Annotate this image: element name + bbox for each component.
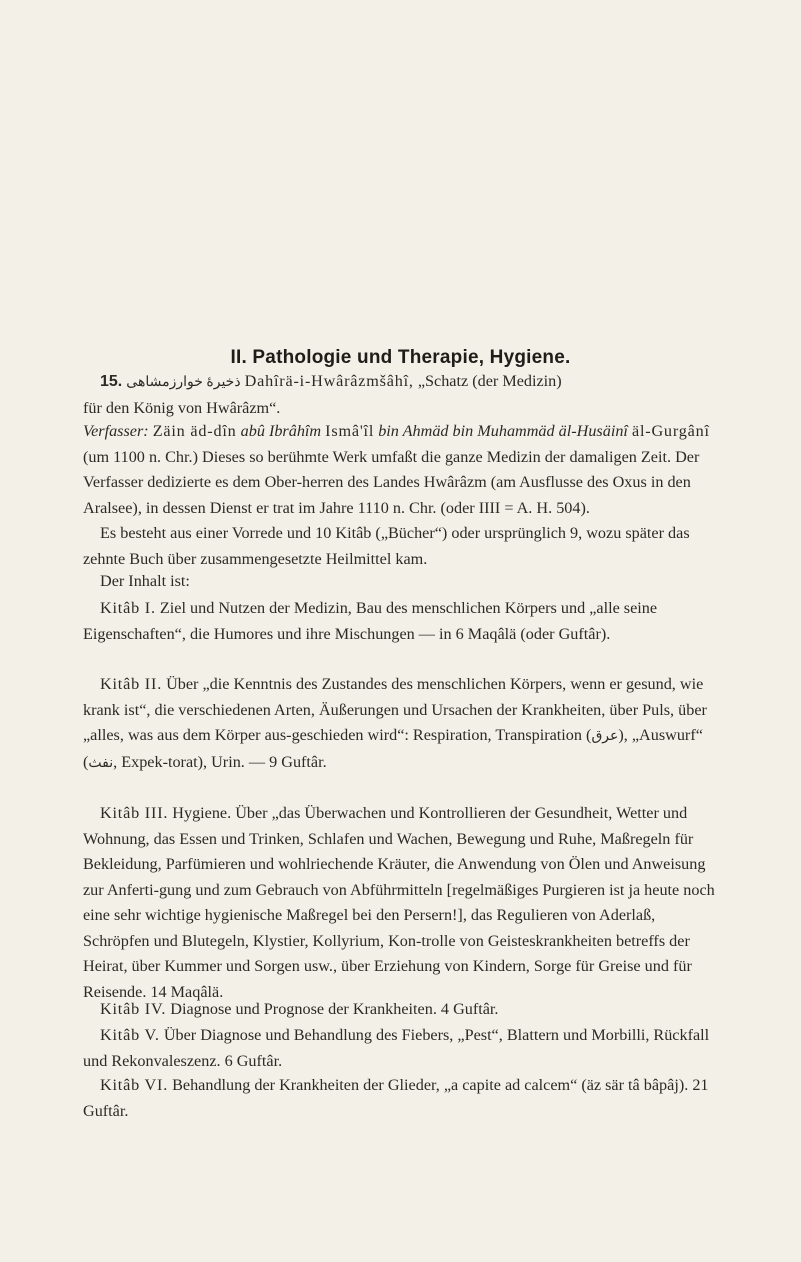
author-paragraph bbox=[83, 419, 723, 521]
author-nisba: äl-Husäinî bbox=[558, 422, 628, 440]
entry-translation-line-1: „Schatz (der Medizin) bbox=[417, 372, 562, 390]
book-text-end: , Expek-torat), Urin. — 9 Guftâr. bbox=[113, 752, 327, 771]
author-nisba-2: äl-Gurgânî bbox=[631, 422, 710, 440]
book-label: Kitâb I. bbox=[100, 599, 156, 617]
author-kunya: abû Ibrâhîm bbox=[240, 422, 322, 440]
entry-arabic-title: ذخيرۀ خوارزمشاهى bbox=[126, 375, 241, 390]
entry-number: 15. bbox=[100, 373, 123, 390]
book-text: Ziel und Nutzen der Medizin, Bau des menschlichen Körpers und „alle seine Eigenschaften“, die Humores und ihre Mischungen — in 6 Maqâlä (oder Guftâr). bbox=[83, 599, 658, 643]
contents-label bbox=[83, 569, 723, 595]
book-entry-2 bbox=[83, 672, 723, 776]
book-text: Behandlung der Krankheiten der Glieder, „a capite ad calcem“ (äz sär tâ bâpâj). 21 Guftâr. bbox=[83, 1076, 709, 1120]
arabic-term: نفث bbox=[88, 755, 114, 771]
author-nasab: bin Ahmäd bin Muhammäd bbox=[378, 422, 555, 440]
book-label: Kitâb V. bbox=[100, 1026, 160, 1044]
book-entry-5 bbox=[83, 1023, 723, 1074]
entry-translation-line-2: für den König von Hwârâzm“. bbox=[83, 398, 281, 417]
book-entry-4 bbox=[83, 997, 723, 1023]
entry-header bbox=[83, 369, 723, 421]
author-description: (um 1100 n. Chr.) Dieses so berühmte Werk umfaßt die ganze Medizin der damaligen Zeit. Der Verfasser dedizierte es dem Ober-herren des Landes Hwârâzm (am Ausflusse des Oxus in den Aralsee), in dessen Dienst er trat im Jahre 1110 n. Chr. (oder IIII = A. H. 504). bbox=[83, 447, 700, 517]
book-label: Kitâb III. bbox=[100, 804, 169, 822]
book-label: Kitâb IV. bbox=[100, 1000, 167, 1018]
book-entry-1 bbox=[83, 596, 723, 647]
book-label: Kitâb VI. bbox=[100, 1076, 169, 1094]
book-entry-6 bbox=[83, 1073, 723, 1124]
section-heading: II. Pathologie und Therapie, Hygiene. bbox=[230, 346, 571, 368]
author-name-2: Ismâ'îl bbox=[325, 422, 375, 440]
entry-transliteration: Dahîrä-i-Hwârâzmšâhî, bbox=[244, 372, 414, 390]
structure-paragraph bbox=[83, 521, 723, 572]
book-text-continued: ), „Auswurf“ ( bbox=[83, 726, 703, 771]
book-text: Diagnose und Prognose der Krankheiten. 4 Guftâr. bbox=[170, 1000, 499, 1018]
structure-text: Es besteht aus einer Vorrede und 10 Kitâb („Bücher“) oder ursprünglich 9, wozu später das zehnte Buch über zusammengesetzte Heilmittel kam. bbox=[83, 524, 690, 568]
book-text: Hygiene. Über „das Überwachen und Kontrollieren der Gesundheit, Wetter und Wohnung, das Essen und Trinken, Schlafen und Wachen, Bewegung und Ruhe, Maßregeln für Bekleidung, Parfümieren und wohlriechende Kräuter, die Anwendung von Ölen und Anweisung zur Anferti-gung und zum Gebrauch von Abführmitteln [regelmäßiges Purgieren ist ja heute noch eine sehr wichtige hygienische Maßregel bei den Persern!], das Regulieren von Aderlaß, Schröpfen und Blutegeln, Klystier, Kollyrium, Kon-trolle von Geisteskrankheiten betreffs der Heirat, über Kummer und Sorgen usw., über Erziehung von Kindern, Sorge für Greise und für Reisende. 14 Maqâlä. bbox=[83, 804, 715, 1001]
book-text: Über Diagnose und Behandlung des Fiebers, „Pest“, Blattern und Morbilli, Rückfall und Rekonvaleszenz. 6 Guftâr. bbox=[83, 1026, 710, 1070]
book-entry-3 bbox=[83, 801, 723, 1005]
book-text: Über „die Kenntnis des Zustandes des menschlichen Körpers, wenn er gesund, wie krank ist“, die verschiedenen Arten, Äußerungen und Ursachen der Krankheiten, über Puls, über „alles, was aus dem Körper aus-geschieden wird“: Respiration, Transpiration ( bbox=[83, 675, 707, 744]
book-label: Kitâb II. bbox=[100, 675, 163, 693]
author-label: Verfasser: bbox=[83, 422, 149, 440]
contents-label-text: Der Inhalt ist: bbox=[100, 572, 190, 590]
arabic-term: عرق bbox=[591, 729, 619, 744]
author-name: Zäin äd-dîn bbox=[152, 422, 237, 440]
